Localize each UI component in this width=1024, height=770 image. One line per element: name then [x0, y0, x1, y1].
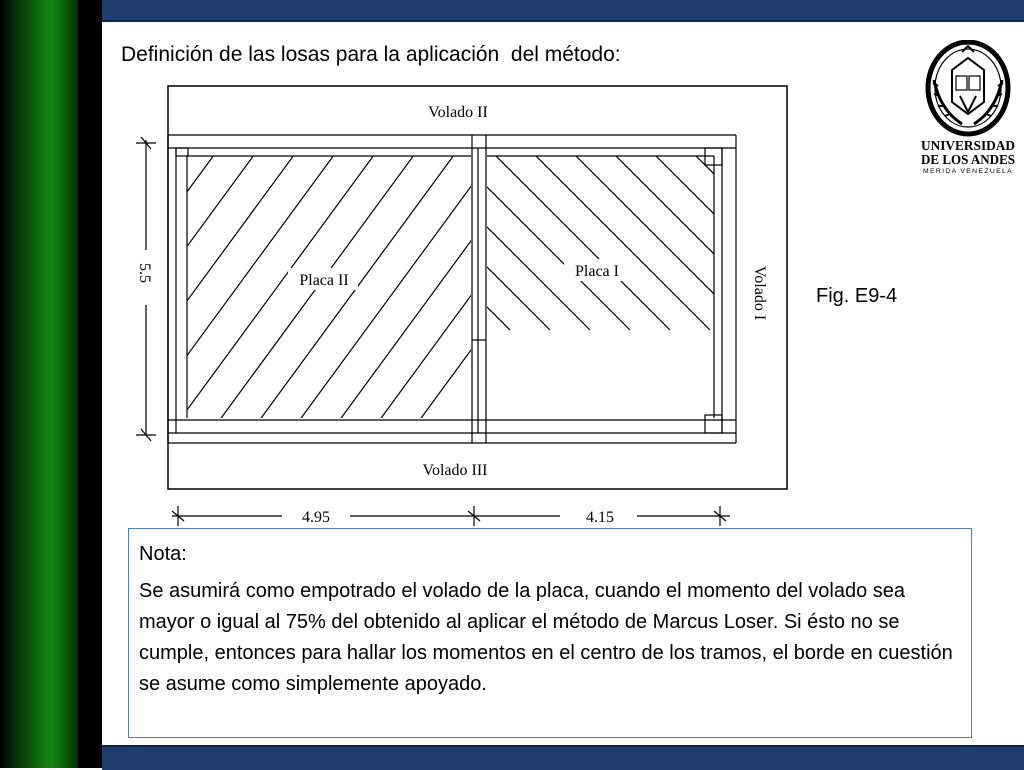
volado-iii-label: Volado III: [422, 462, 488, 479]
placa-i-label: Placa I: [575, 263, 619, 280]
logo-line-1: UNIVERSIDAD: [921, 138, 1016, 153]
logo-line-2: DE LOS ANDES: [921, 152, 1015, 167]
placa-ii-label: Placa II: [299, 272, 349, 289]
logo-line-3: MERIDA VENEZUELA: [923, 169, 1013, 175]
height-dimension-label: 5.5: [136, 263, 153, 283]
slide-title: Definición de las losas para la aplicación del método:: [121, 43, 621, 66]
right-span-label: 4.15: [586, 509, 614, 526]
hatch-placa-i: [50, 30, 950, 330]
note-box: [128, 528, 972, 738]
volado-ii-label: Volado II: [428, 104, 488, 121]
university-logo: [918, 40, 1018, 180]
note-body: Se asumirá como empotrado el volado de la placa, cuando el momento del volado sea mayor o igual al 75% del obtenido al aplicar el método de Marcus Loser. Si ésto no se cumple, entonces para hallar los momentos en el centro de los tramos, el borde en cuestión se asume como simplemente apoyado.: [139, 580, 953, 695]
volado-i-label: Volado I: [751, 265, 768, 321]
span-dimension-line: [172, 506, 730, 526]
height-dimension-line: [136, 137, 156, 441]
figure-label: Fig. E9-4: [816, 285, 898, 307]
left-span-label: 4.95: [302, 509, 330, 526]
beams: [168, 135, 736, 443]
crest-icon: [928, 42, 1008, 134]
note-title: Nota:: [139, 543, 187, 565]
